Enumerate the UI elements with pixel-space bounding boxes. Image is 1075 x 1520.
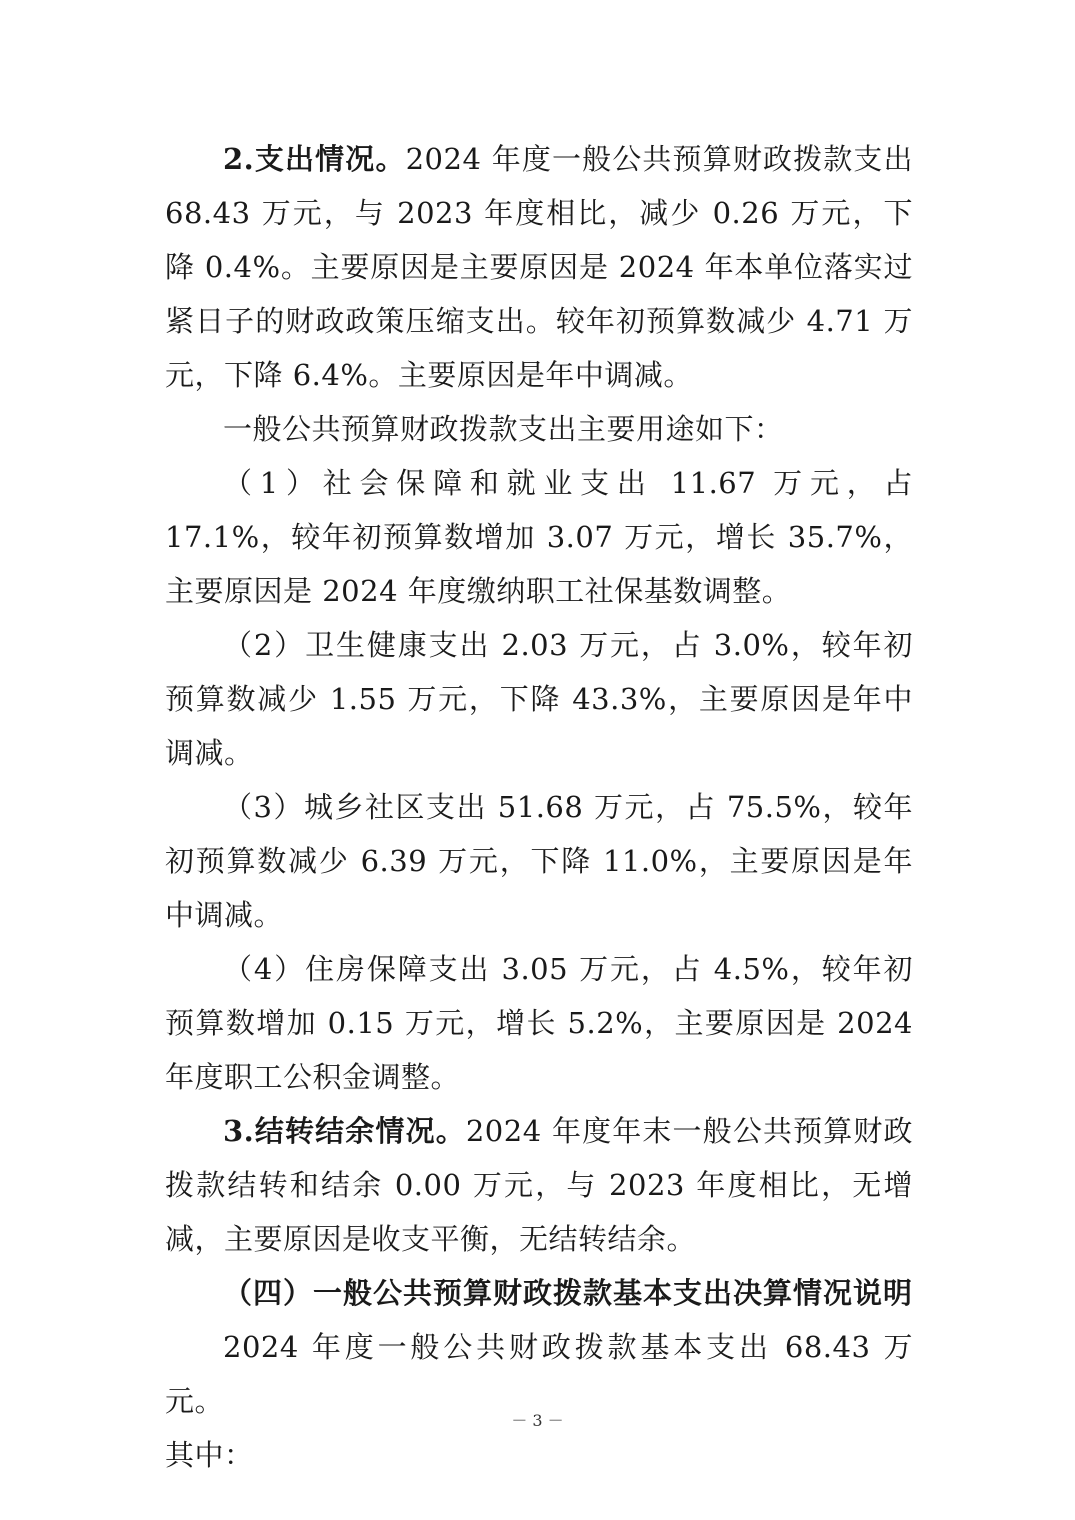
item-health: （2）卫生健康支出 2.03 万元，占 3.0%，较年初预算数减少 1.55 万元，下降 43.3%，主要原因是年中调减。 xyxy=(165,628,913,770)
uses-intro: 一般公共预算财政拨款支出主要用途如下： xyxy=(223,412,784,446)
section4-heading: （四）一般公共预算财政拨款基本支出决算情况说明 xyxy=(223,1276,914,1310)
page-number: － 3 － xyxy=(511,1411,564,1430)
section4-text: 2024 年度一般公共财政拨款基本支出 68.43 万元。 xyxy=(165,1330,913,1418)
carryover-label: 3.结转结余情况。 xyxy=(223,1114,466,1148)
item-housing: （4）住房保障支出 3.05 万元，占 4.5%，较年初预算数增加 0.15 万元，增长 5.2%，主要原因是 2024 年度职工公积金调整。 xyxy=(165,952,913,1094)
expenditure-paragraph xyxy=(165,132,913,402)
carryover-text: 2024 年度年末一般公共预算财政拨款结转和结余 0.00 万元，与 2023 年度相比，无增减，主要原因是收支平衡，无结转结余。 xyxy=(165,1114,913,1256)
item-urban-rural: （3）城乡社区支出 51.68 万元，占 75.5%，较年初预算数减少 6.39 万元，下降 11.0%，主要原因是年中调减。 xyxy=(165,790,913,932)
item-social-security: （1）社会保障和就业支出 11.67 万元，占 17.1%，较年初预算数增加 3.07 万元，增长 35.7%，主要原因是 2024 年度缴纳职工社保基数调整。 xyxy=(165,466,913,608)
section4-tail: 其中： xyxy=(165,1438,254,1472)
carryover-paragraph xyxy=(165,1104,913,1266)
expenditure-label: 2.支出情况。 xyxy=(223,142,406,176)
expenditure-text: 2024 年度一般公共预算财政拨款支出 68.43 万元，与 2023 年度相比，减少 0.26 万元，下降 0.4%。主要原因是主要原因是 2024 年本单位落实过紧日子的财政政策压缩支出。较年初预算数减少 4.71 万元，下降 6.4%。主要原因是年中调减。 xyxy=(165,142,913,392)
document-page xyxy=(165,132,913,1482)
